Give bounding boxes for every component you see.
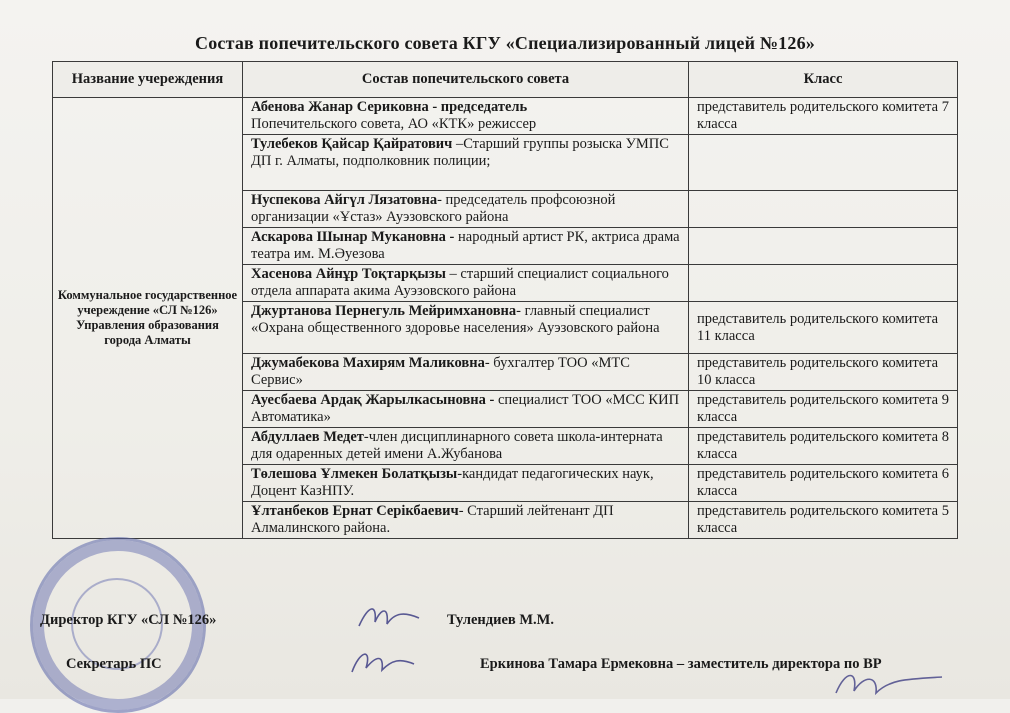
- class-cell: представитель родительского комитета 5 класса: [689, 502, 958, 539]
- member-description: -член дисциплинарного совета школа-интерната для одаренных детей имени А.Жубанова: [251, 429, 663, 462]
- member-name: Төлешова Ұлмекен Болатқызы: [251, 466, 458, 482]
- corner-signature: [830, 665, 950, 699]
- member-description: - главный специалист «Охрана общественного здоровье населения» Ауэзовского района: [251, 303, 660, 336]
- member-name: Ұлтанбеков Ернат Серікбаевич: [251, 503, 459, 519]
- member-cell: [243, 265, 689, 302]
- header-institution: Название учереждения: [53, 62, 243, 98]
- secretary-label: Секретарь ПС: [66, 656, 162, 672]
- member-cell: [243, 391, 689, 428]
- member-cell: [243, 191, 689, 228]
- member-description: – старший специалист социального отдела аппарата акима Ауэзовского района: [251, 266, 669, 299]
- member-description: специалист ТОО «МСС КИП Автоматика»: [251, 392, 680, 425]
- class-cell: представитель родительского комитета 9 класса: [689, 391, 958, 428]
- member-cell: [243, 465, 689, 502]
- member-name: Тулебеков Қайсар Қайратович: [251, 136, 453, 152]
- secretary-name: Еркинова Тамара Ермековна – заместитель директора по ВР: [480, 656, 882, 672]
- institution-name: Коммунальное государственное учереждение «СЛ №126» Управления образования города Алматы: [53, 98, 243, 539]
- member-description: - Старший лейтенант ДП Алмалинского района.: [251, 503, 614, 536]
- member-cell: [243, 428, 689, 465]
- member-cell: [243, 502, 689, 539]
- header-class: Класс: [689, 62, 958, 98]
- class-cell: представитель родительского комитета 6 класса: [689, 465, 958, 502]
- council-table: [52, 61, 958, 539]
- class-cell: [689, 228, 958, 265]
- member-name: Джумабекова Махирям Маликовна: [251, 355, 485, 371]
- member-name: Ауесбаева Ардақ Жарылкасыновна -: [251, 392, 495, 408]
- member-cell: [243, 98, 689, 135]
- member-cell: [243, 354, 689, 391]
- document-title: Состав попечительского совета КГУ «Специализированный лицей №126»: [195, 33, 815, 53]
- member-name: Абдуллаев Медет: [251, 429, 364, 445]
- class-cell: [689, 265, 958, 302]
- member-name: Абенова Жанар Сериковна - председатель: [251, 99, 528, 115]
- class-cell: [689, 191, 958, 228]
- member-description: -кандидат педагогических наук, Доцент КазНПУ.: [251, 466, 654, 499]
- class-cell: представитель родительского комитета 8 класса: [689, 428, 958, 465]
- table-row: [53, 98, 958, 135]
- header-council: Состав попечительского совета: [243, 62, 689, 98]
- member-cell: [243, 135, 689, 191]
- member-description: народный артист РК, актриса драма театра им. М.Әуезова: [251, 229, 680, 262]
- class-cell: представитель родительского комитета 10 класса: [689, 354, 958, 391]
- director-name: Тулендиев М.М.: [447, 612, 554, 628]
- class-cell: представитель родительского комитета 7 класса: [689, 98, 958, 135]
- member-cell: [243, 228, 689, 265]
- class-cell: представитель родительского комитета 11 класса: [689, 302, 958, 354]
- member-name: Хасенова Айнұр Тоқтарқызы: [251, 266, 446, 282]
- secretary-signature: [348, 642, 418, 678]
- member-name: Нуспекова Айгүл Лязатовна: [251, 192, 438, 208]
- member-description: - бухгалтер ТОО «МТС Сервис»: [251, 355, 630, 388]
- member-description: - председатель профсоюзной организации «Ұстаз» Ауэзовского района: [251, 192, 616, 225]
- director-label: Директор КГУ «СЛ №126»: [40, 612, 217, 628]
- director-signature: [355, 598, 425, 634]
- member-name: Джуртанова Пернегуль Мейримхановна: [251, 303, 517, 319]
- member-name: Аскарова Шынар Мукановна -: [251, 229, 455, 245]
- member-cell: [243, 302, 689, 354]
- member-description: –Старший группы розыска УМПС ДП г. Алматы, подполковник полиции;: [251, 136, 669, 169]
- member-description: Попечительского совета, АО «КТК» режиссер: [251, 116, 537, 132]
- class-cell: [689, 135, 958, 191]
- table-header-row: [53, 62, 958, 98]
